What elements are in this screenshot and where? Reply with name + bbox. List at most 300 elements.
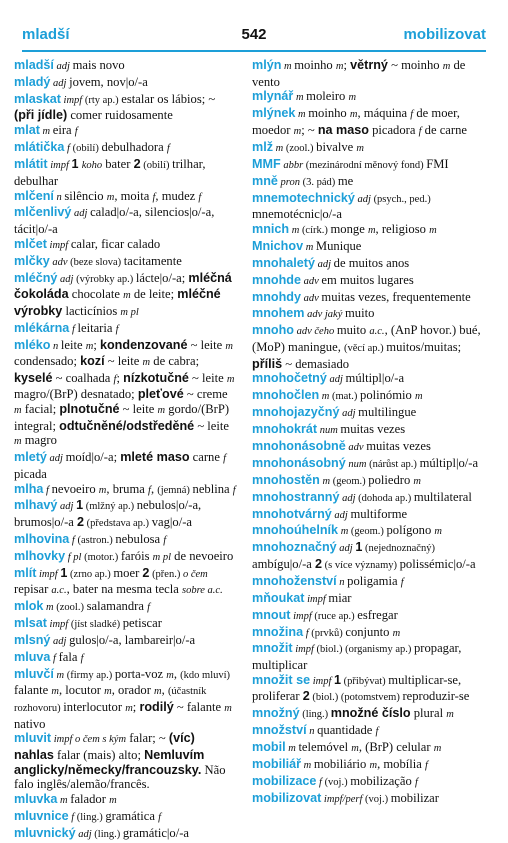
headword: mladý — [14, 74, 51, 89]
grammar-label: m — [273, 142, 286, 154]
dictionary-entry — [252, 273, 490, 290]
dictionary-entry — [252, 774, 490, 791]
gloss-note: (círk.) — [301, 225, 331, 237]
translation-text: , — [161, 683, 168, 698]
translation-text: FMI — [426, 156, 449, 171]
grammar-label: m — [369, 760, 378, 772]
translation-text: eira — [52, 123, 75, 138]
grammar-label: f — [64, 143, 73, 155]
gloss-note: (jíst sladké) — [70, 619, 123, 631]
translation-text: comer ruidosamente — [67, 108, 173, 123]
bold-phrase: pleťové — [137, 387, 184, 402]
dictionary-entry — [252, 490, 490, 507]
gloss-note: (voj.) — [365, 793, 391, 805]
translation-text: multilingue — [358, 405, 417, 420]
translation-text: ~ falante — [173, 699, 225, 714]
translation-text: ; — [343, 58, 351, 72]
headword: mnich — [252, 222, 290, 237]
translation-text: jovem, nov|o/-a — [69, 74, 148, 89]
grammar-label: m pl — [120, 306, 139, 318]
grammar-label: m — [289, 225, 302, 237]
grammar-label: f — [375, 726, 379, 738]
gloss-note: (zool.) — [285, 142, 317, 154]
translation-text: moinho — [308, 106, 350, 121]
grammar-label: adj — [46, 453, 66, 465]
gloss-note: (nejednoznačný) — [362, 543, 435, 555]
sense-number: 1 — [71, 157, 79, 172]
grammar-label: f — [424, 760, 428, 772]
grammar-label: m — [392, 627, 401, 639]
gloss-note: (psych., ped.) — [373, 193, 431, 205]
dictionary-entry — [252, 58, 490, 89]
headword: množina — [252, 624, 304, 639]
grammar-label: adv jaký — [304, 309, 346, 321]
headword: mnemotechnický — [252, 190, 355, 205]
translation-text: multiplicar-se, proliferar — [252, 672, 462, 704]
headword: mlsat — [14, 616, 47, 631]
grammar-label: f — [166, 143, 170, 155]
grammar-label: f — [232, 484, 236, 496]
translation-text: picada — [14, 466, 47, 481]
dictionary-entry — [252, 673, 490, 706]
grammar-label: m — [434, 526, 443, 538]
dictionary-entry — [252, 591, 490, 608]
grammar-label: m — [43, 602, 57, 614]
grammar-label: m — [429, 225, 437, 237]
dictionary-entry — [14, 482, 236, 499]
headword: mlaskat — [14, 91, 61, 106]
translation-text: conjunto — [345, 624, 393, 639]
translation-text: mobilizar — [390, 790, 439, 805]
sense-number: 1 — [334, 672, 342, 687]
headword: mlok — [14, 599, 44, 614]
gloss-note: (voj.) — [324, 776, 351, 788]
translation-text: plural — [410, 706, 447, 721]
dictionary-entry — [14, 450, 236, 481]
translation-text: Munique — [315, 238, 362, 253]
grammar-label: m — [446, 709, 454, 721]
translation-text: ~ demasiado — [282, 356, 350, 371]
translation-text: gramática — [105, 809, 159, 824]
grammar-label: m — [442, 61, 451, 72]
gloss-note: (rty ap.) — [84, 94, 122, 106]
grammar-label: adj — [326, 374, 346, 386]
dictionary-entry — [252, 140, 490, 157]
translation-text: silêncio — [64, 188, 107, 203]
dictionary-entry — [14, 271, 236, 321]
translation-text: picadora — [368, 122, 419, 137]
grammar-label: m — [53, 669, 67, 681]
translation-text: calad|o/-a, silencios|o/-a, tácit|o/-a — [14, 205, 215, 237]
translation-text: falante — [14, 683, 52, 698]
headword: mlátit — [14, 157, 48, 172]
headword: mňoukat — [252, 590, 305, 605]
sense-number: 2 — [302, 689, 310, 704]
headword: mlynář — [252, 89, 294, 104]
grammar-label: adv — [345, 442, 367, 453]
gloss-note: (zrno ap.) — [67, 568, 114, 580]
translation-text: falar (mais) alto; — [53, 748, 145, 763]
dictionary-entry — [252, 540, 490, 573]
translation-text: mobilização — [350, 773, 415, 788]
dictionary-entry — [252, 473, 490, 490]
dictionary-entry — [14, 205, 236, 236]
translation-text: de leite; — [130, 287, 178, 302]
bold-phrase: nízkotučné — [123, 370, 189, 385]
grammar-label: adv — [300, 292, 322, 304]
grammar-label: n — [53, 191, 65, 203]
headword: mlátička — [14, 140, 65, 155]
translation-text: ~ leite — [194, 418, 229, 433]
translation-text: lacticínios — [62, 303, 121, 318]
translation-text: quantidade — [317, 723, 376, 738]
gloss-note: (biol.) (organismy ap.) — [316, 644, 414, 656]
grammar-label: pron — [277, 176, 303, 188]
bold-phrase: na maso — [317, 122, 369, 137]
dictionary-entry — [252, 608, 490, 625]
translation-text: tacitamente — [123, 253, 182, 268]
dictionary-entry — [14, 157, 236, 188]
grammar-label: adj — [339, 492, 359, 504]
grammar-label: m — [14, 436, 22, 448]
grammar-label: impf — [47, 160, 72, 172]
grammar-label: num — [345, 458, 370, 470]
translation-text: salamandra — [86, 599, 148, 614]
translation-text: moíd|o/-a; — [65, 450, 121, 465]
grammar-label: impf — [36, 568, 61, 580]
grammar-label: impf — [304, 593, 329, 605]
bold-phrase: množné číslo — [330, 706, 411, 721]
translation-text: multilateral — [413, 489, 472, 504]
grammar-label: o čem s kým — [75, 734, 127, 746]
dictionary-entry — [14, 809, 236, 826]
grammar-label: f — [80, 652, 84, 664]
translation-text: repisar — [14, 582, 52, 597]
grammar-label: m — [433, 743, 442, 755]
gloss-note: (mat.) — [332, 391, 361, 403]
headword: mnohem — [252, 306, 305, 321]
dictionary-entry — [252, 723, 490, 740]
left-column — [14, 58, 236, 843]
headword: mlha — [14, 481, 44, 496]
dictionary-entry — [14, 792, 236, 809]
translation-text: múltipl|o/-a — [345, 371, 405, 386]
grammar-label: m — [98, 484, 107, 496]
translation-text: polinómio — [360, 388, 415, 403]
translation-text: , — [173, 666, 181, 681]
headword: mnohojazyčný — [252, 405, 340, 420]
headword: mobilizovat — [252, 790, 322, 805]
sense-number: 1 — [60, 565, 68, 580]
grammar-label: n — [50, 340, 61, 352]
grammar-label: adj — [50, 77, 70, 89]
headword: mlž — [252, 139, 273, 154]
translation-text: , — [150, 481, 158, 496]
translation-text: muitas vezes, frequentemente — [321, 289, 471, 304]
translation-text: , (AnP hovor.) bué, (MoP) maningue, — [252, 323, 481, 354]
translation-text: mnemotécnic|o/-a — [252, 207, 342, 222]
translation-text: de cabra; — [150, 354, 200, 369]
headword: mlýn — [252, 58, 282, 72]
grammar-label: adj — [71, 208, 91, 220]
headword: mlčet — [14, 236, 47, 251]
grammar-label: f — [147, 602, 150, 614]
translation-text: falar; ~ — [126, 731, 169, 746]
translation-text: propagar, multiplicar — [252, 641, 462, 672]
headword: mnohoúhelník — [252, 523, 339, 538]
headword: mnoho — [252, 323, 294, 338]
grammar-label: impf — [60, 94, 85, 106]
headword: mlat — [14, 123, 40, 138]
grammar-label: m — [142, 357, 151, 369]
headword: mletý — [14, 450, 47, 465]
headword: množný — [252, 706, 300, 721]
gloss-note: (3. pád) — [302, 176, 338, 188]
translation-text: gramátic|o/-a — [122, 825, 190, 840]
grammar-label: adv — [49, 256, 71, 268]
dictionary-entry — [252, 422, 490, 439]
translation-text: gordo/(BrP) integral; — [14, 402, 230, 433]
headword: mléčný — [14, 270, 58, 285]
dictionary-entry — [252, 106, 490, 139]
translation-text: esfregar — [357, 607, 398, 622]
gloss-note: (firmy ap.) — [66, 669, 115, 681]
gloss-note: (geom.) — [350, 526, 387, 538]
bold-phrase: (víc) nahlas — [14, 731, 195, 763]
dictionary-entry — [14, 566, 236, 599]
translation-text: mais novo — [72, 58, 125, 72]
dictionary-entry — [14, 75, 236, 92]
dictionary-entry — [14, 532, 236, 549]
headword: mnohokrát — [252, 422, 318, 437]
grammar-label: m — [281, 61, 295, 72]
translation-text: de vento — [252, 58, 466, 89]
translation-text: de nevoeiro — [171, 548, 234, 563]
grammar-label: f — [414, 776, 418, 788]
grammar-label: m — [14, 405, 22, 417]
grammar-label: adv — [300, 275, 322, 287]
dictionary-entry — [252, 174, 490, 191]
grammar-label: m — [348, 92, 357, 104]
dictionary-entry — [252, 256, 490, 273]
bold-phrase: plnotučné — [59, 402, 120, 417]
grammar-label: f — [316, 776, 325, 788]
translation-text: ~ moinho — [387, 58, 443, 72]
grammar-label: f pl — [65, 551, 85, 563]
grammar-label: m — [413, 475, 422, 487]
dictionary-entry — [14, 338, 236, 450]
translation-text: , máquina — [357, 106, 411, 121]
right-column — [252, 58, 490, 808]
grammar-label: m — [293, 125, 302, 137]
dictionary-entry — [252, 740, 490, 757]
headword: mnohoznačný — [252, 540, 337, 555]
translation-text: , moita — [114, 188, 153, 203]
grammar-label: m — [335, 61, 344, 72]
dictionary-entry — [252, 574, 490, 591]
gloss-note: (s více významy) — [322, 559, 400, 571]
gloss-note: (obilí) — [72, 143, 102, 155]
grammar-label: m — [319, 391, 333, 403]
grammar-label: adj — [53, 61, 73, 72]
grammar-label: adj — [331, 509, 351, 521]
grammar-label: koho — [81, 160, 103, 172]
bold-phrase: odtučněné/odstředěné — [59, 418, 195, 433]
dictionary-entry — [14, 599, 236, 616]
translation-text: ~ leite — [104, 354, 143, 369]
translation-text: , mudez — [155, 188, 199, 203]
gloss-note: (nárůst ap.) — [369, 458, 420, 470]
translation-text: , locutor — [59, 683, 105, 698]
dictionary-entry — [14, 549, 236, 566]
translation-text: debulhadora — [101, 140, 167, 155]
dictionary-entry — [14, 498, 236, 531]
grammar-label: f — [43, 484, 52, 496]
bold-phrase: příliš — [252, 356, 283, 371]
bold-phrase: mléčná čokoláda — [14, 270, 232, 302]
translation-text: multiforme — [350, 506, 408, 521]
translation-text: moleiro — [306, 89, 349, 104]
gloss-note: (představa ap.) — [84, 518, 152, 530]
grammar-label: a.c. — [369, 326, 385, 338]
grammar-label: f — [69, 534, 78, 546]
grammar-label: m — [225, 340, 233, 352]
headword: mlít — [14, 565, 37, 580]
grammar-label: adj — [336, 543, 356, 555]
page-number: 542 — [241, 26, 267, 43]
header-first-word: mladší — [22, 26, 70, 43]
grammar-label: f — [163, 534, 167, 546]
gloss-note: (ling.) — [299, 709, 331, 721]
grammar-label: m — [319, 475, 333, 487]
translation-text: miar — [328, 590, 352, 605]
grammar-label: m — [157, 405, 166, 417]
header-rule — [22, 50, 486, 52]
translation-text: gulos|o/-a, lambareir|o/-a — [69, 633, 196, 648]
translation-text: ~ leite — [187, 337, 226, 352]
translation-text: ~ leite — [188, 370, 227, 385]
gloss-note: (jemná) — [157, 484, 193, 496]
grammar-label: f — [113, 373, 117, 385]
translation-text: leitaria — [77, 320, 116, 335]
dictionary-entry — [14, 237, 236, 254]
dictionary-entry — [252, 323, 490, 371]
dictionary-entry — [252, 239, 490, 256]
bold-phrase: mleté maso — [120, 450, 190, 465]
dictionary-entry — [14, 189, 236, 206]
grammar-label: f — [303, 627, 312, 639]
grammar-label: f — [410, 109, 414, 121]
translation-text: múltipl|o/-a — [419, 455, 479, 470]
grammar-label: adj — [57, 501, 77, 513]
dictionary-entry — [252, 157, 490, 174]
dictionary-entry — [14, 123, 236, 140]
dictionary-entry — [252, 507, 490, 524]
grammar-label: impf — [290, 610, 315, 622]
translation-text: muitas vezes — [366, 439, 431, 453]
headword: množit — [252, 641, 293, 656]
grammar-label: f — [198, 191, 202, 203]
headword: mlhovina — [14, 531, 70, 546]
gloss-note: (astron.) — [77, 534, 116, 546]
dictionary-entry — [252, 706, 490, 723]
headword: mléko — [14, 337, 51, 352]
translation-text: poligamia — [347, 573, 401, 588]
headword: mluva — [14, 649, 51, 664]
translation-text: ~ leite — [119, 402, 158, 417]
headword: mobiliář — [252, 757, 301, 772]
gloss-note: (výrobky ap.) — [76, 273, 136, 285]
headword: mnohočetný — [252, 371, 327, 386]
grammar-label: m — [123, 290, 131, 302]
gloss-note: (motor.) — [84, 551, 121, 563]
grammar-label: impf — [292, 644, 317, 656]
translation-text: de moer, moedor — [252, 106, 460, 137]
bold-phrase: (při jídle) — [14, 108, 68, 123]
grammar-label: f — [223, 453, 226, 465]
grammar-label: m — [367, 225, 376, 237]
dictionary-entry — [14, 667, 236, 731]
gloss-note: (biol.) (potomstvem) — [309, 692, 403, 704]
grammar-label: m — [285, 743, 299, 755]
dictionary-entry — [14, 633, 236, 650]
dictionary-entry — [14, 58, 236, 75]
translation-text: nebulos|o/-a, brumos|o/-a — [14, 498, 202, 530]
headword: mnohostěn — [252, 472, 320, 487]
translation-text: ~ coalhada — [52, 370, 114, 385]
dictionary-entry — [14, 92, 236, 123]
grammar-label: f — [158, 812, 162, 824]
headword: Mnichov — [252, 238, 304, 253]
grammar-label: a.c. — [51, 585, 67, 597]
translation-text: ; — [132, 699, 140, 714]
translation-text: faróis — [120, 548, 153, 563]
headword: mobil — [252, 740, 286, 755]
grammar-label: m — [293, 92, 307, 104]
translation-text: estalar os lábios; ~ — [121, 91, 216, 106]
translation-text: ; ~ — [301, 122, 318, 137]
gloss-note: (ling.) — [76, 812, 106, 824]
translation-text: fala — [58, 649, 81, 664]
headword: mlýnek — [252, 106, 296, 121]
translation-text: , orador — [111, 683, 155, 698]
translation-text: moer — [113, 565, 143, 580]
grammar-label: f — [74, 126, 78, 138]
grammar-label: n — [336, 576, 348, 588]
grammar-label: impf — [51, 734, 76, 746]
headword: mlékárna — [14, 320, 70, 335]
grammar-label: m — [224, 702, 232, 714]
translation-text: nevoeiro — [51, 481, 99, 496]
headword: mlčení — [14, 188, 54, 203]
headword: mlhovky — [14, 548, 66, 563]
grammar-label: adj — [50, 636, 70, 648]
dictionary-entry — [252, 625, 490, 642]
grammar-label: m — [154, 686, 162, 698]
gloss-note: (přibývat) — [341, 675, 389, 687]
dictionary-entry — [14, 140, 236, 157]
translation-text: magro/(BrP) desnatado; — [14, 387, 138, 402]
translation-text: muitos/muitas; — [386, 339, 462, 354]
translation-text: porta-voz — [114, 666, 167, 681]
gloss-note: (kdo mluví) — [180, 669, 231, 681]
gloss-note: (dohoda ap.) — [358, 492, 414, 504]
translation-text: de muitos anos — [333, 255, 410, 270]
translation-text: magro — [21, 433, 57, 448]
grammar-label: m — [109, 795, 117, 807]
grammar-label: adv čeho — [293, 326, 337, 338]
sense-number: 1 — [355, 540, 363, 555]
